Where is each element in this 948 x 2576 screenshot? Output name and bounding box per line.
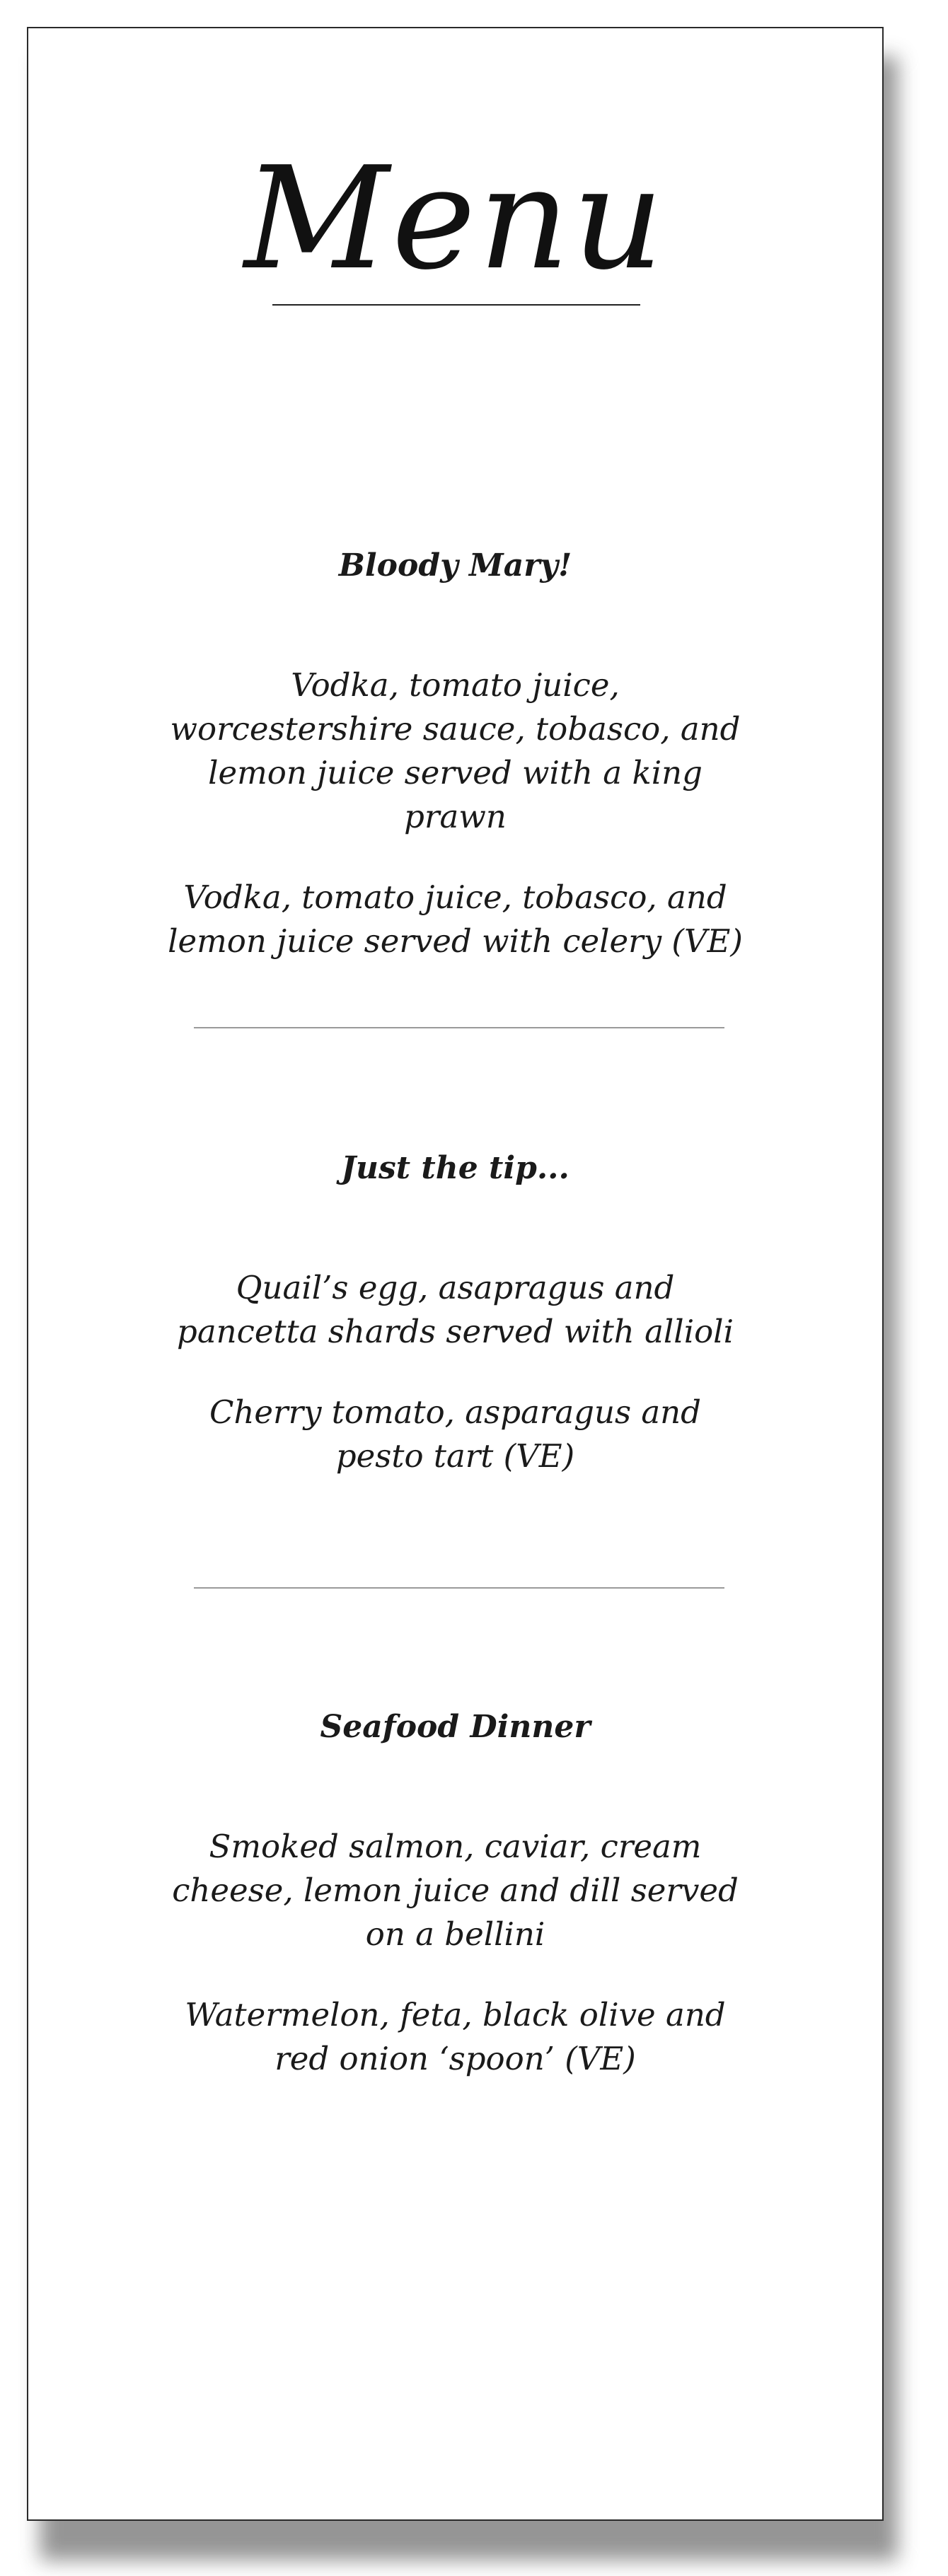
menu-section-bloody-mary — [28, 545, 882, 963]
section-heading: Just the tip... — [341, 1150, 570, 1186]
section-heading: Bloody Mary! — [338, 547, 572, 584]
menu-item: Vodka, tomato juice, tobasco, and lemon juice served with celery (VE) — [168, 878, 743, 960]
menu-title: Menu — [244, 137, 666, 301]
menu-item: Smoked salmon, caviar, cream cheese, lemon juice and dill served on a bellini — [172, 1828, 739, 1953]
section-divider — [194, 1587, 724, 1589]
menu-item: Watermelon, feta, black olive and red onion ‘spoon’ (VE) — [185, 1996, 726, 2077]
menu-item: Cherry tomato, asparagus and pesto tart (VE) — [209, 1393, 701, 1475]
menu-item: Quail’s egg, asapragus and pancetta shards served with allioli — [177, 1269, 734, 1350]
menu-item: Vodka, tomato juice, worcestershire sauce, tobasco, and lemon juice served with a king prawn — [170, 666, 741, 835]
menu-section-seafood-dinner — [28, 1706, 882, 2081]
section-divider — [194, 1027, 724, 1028]
section-heading: Seafood Dinner — [320, 1709, 591, 1745]
menu-section-just-the-tip — [28, 1147, 882, 1478]
menu-card — [27, 27, 884, 2521]
title-underline — [272, 304, 640, 306]
